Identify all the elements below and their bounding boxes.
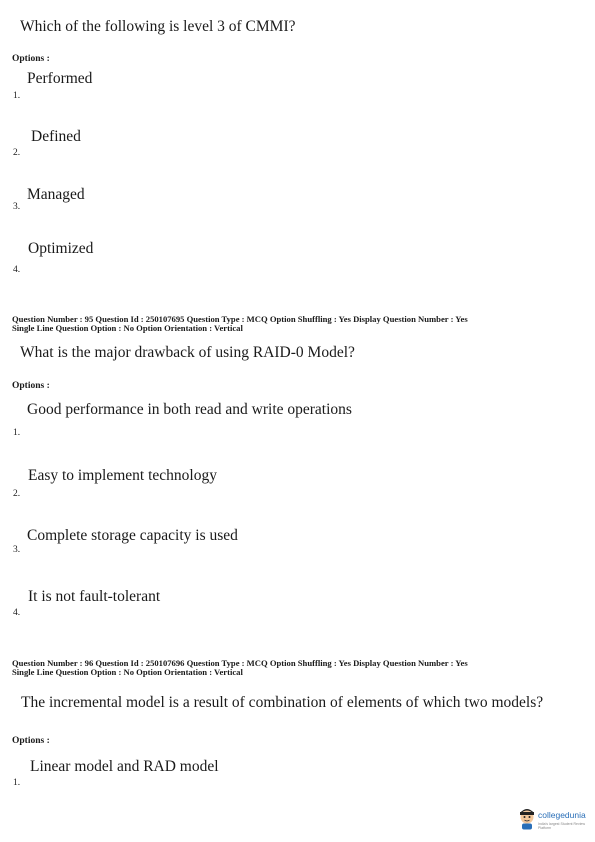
option-number: 3. xyxy=(13,202,21,212)
question-text: The incremental model is a result of combination of elements of which two models? xyxy=(21,694,544,711)
option-number: 1. xyxy=(13,778,21,788)
option-text: Optimized xyxy=(28,240,94,257)
option-text: It is not fault-tolerant xyxy=(28,588,161,605)
option-text: Managed xyxy=(27,186,85,203)
question-meta-line1: Question Number : 95 Question Id : 250107695 Question Type : MCQ Option Shuffling : Yes Display Question Number : Yes xyxy=(12,314,468,324)
logo-brand-text: collegedunia xyxy=(538,810,586,820)
option-text: Defined xyxy=(31,128,81,145)
option-text: Linear model and RAD model xyxy=(30,758,219,775)
option-text: Easy to implement technology xyxy=(28,467,217,484)
option-number: 4. xyxy=(13,608,21,618)
option-number: 1. xyxy=(13,428,21,438)
logo-tagline: India's largest Student Review Platform xyxy=(538,822,585,830)
option-number: 1. xyxy=(13,91,21,101)
option-number: 2. xyxy=(13,489,21,499)
question-text: Which of the following is level 3 of CMMI? xyxy=(20,18,296,35)
options-heading: Options : xyxy=(12,381,50,391)
option-text: Complete storage capacity is used xyxy=(27,527,238,544)
question-text: What is the major drawback of using RAID-0 Model? xyxy=(20,344,355,361)
mascot-icon xyxy=(518,808,536,830)
collegedunia-logo xyxy=(518,806,592,834)
question-meta-line2: Single Line Question Option : No Option Orientation : Vertical xyxy=(12,323,243,333)
option-text: Performed xyxy=(27,70,93,87)
option-number: 4. xyxy=(13,265,21,275)
option-number: 3. xyxy=(13,545,21,555)
option-number: 2. xyxy=(13,148,21,158)
option-text: Good performance in both read and write operations xyxy=(27,401,352,418)
options-heading: Options : xyxy=(12,54,50,64)
options-heading: Options : xyxy=(12,736,50,746)
question-meta-line2: Single Line Question Option : No Option Orientation : Vertical xyxy=(12,667,243,677)
question-meta-line1: Question Number : 96 Question Id : 250107696 Question Type : MCQ Option Shuffling : Yes Display Question Number : Yes xyxy=(12,658,468,668)
